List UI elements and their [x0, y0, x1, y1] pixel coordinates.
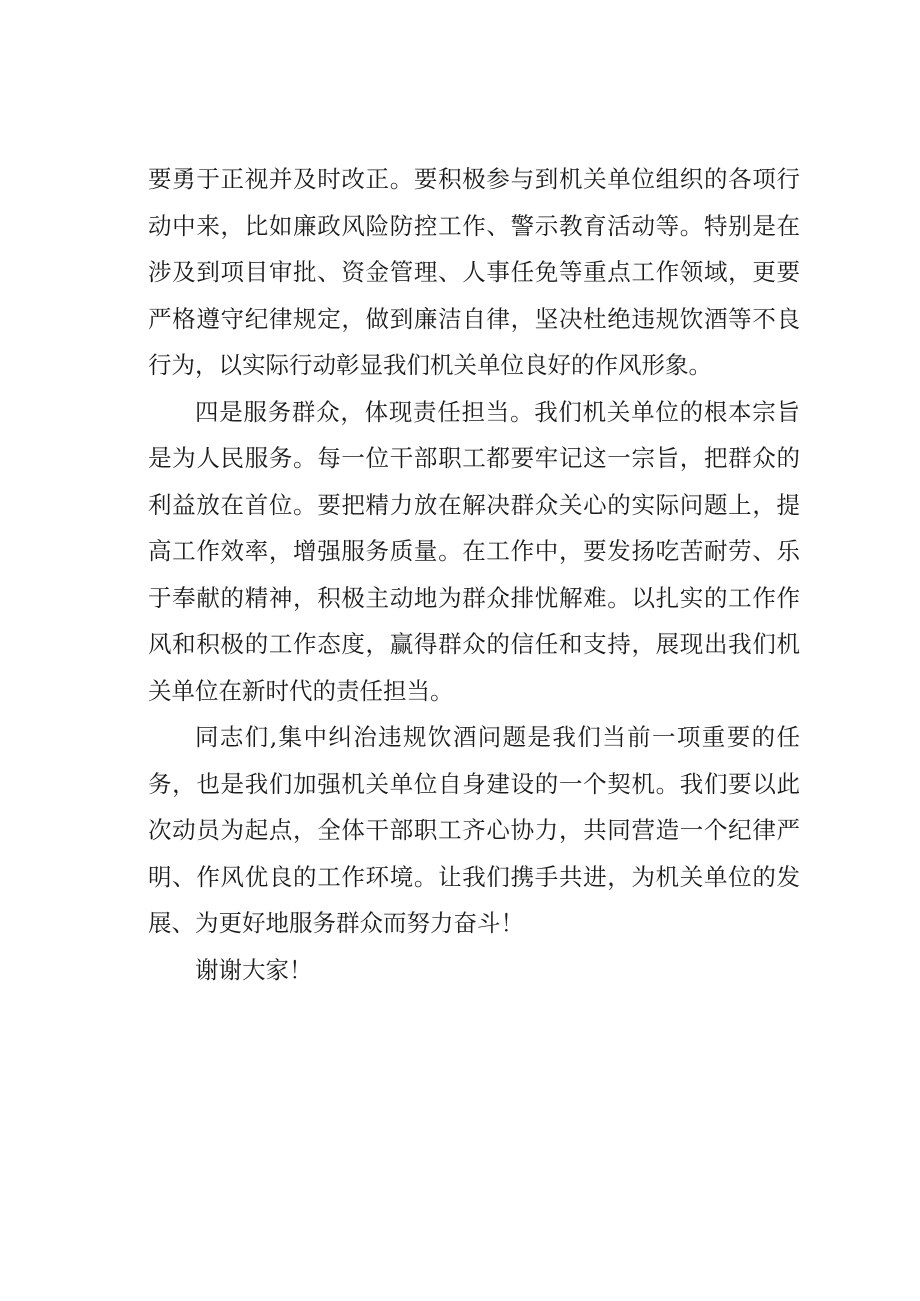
document-body [148, 156, 800, 993]
paragraph-serve-the-people: 四是服务群众，体现责任担当。我们机关单位的根本宗旨是为人民服务。每一位干部职工都要牢记这一宗旨，把群众的利益放在首位。要把精力放在解决群众关心的实际问题上，提高工作效率，增强服务质量。在工作中，要发扬吃苦耐劳、乐于奉献的精神，积极主动地为群众排忧解难。以扎实的工作作风和积极的工作态度，赢得群众的信任和支持，展现出我们机关单位在新时代的责任担当。 [148, 397, 800, 705]
paragraph-thanks: 谢谢大家！ [195, 955, 313, 984]
paragraph-closing-call: 同志们,集中纠治违规饮酒问题是我们当前一项重要的任务，也是我们加强机关单位自身建设的一个契机。我们要以此次动员为起点，全体干部职工齐心协力，共同营造一个纪律严明、作风优良的工作环境。让我们携手共进，为机关单位的发展、为更好地服务群众而努力奋斗！ [148, 723, 800, 937]
paragraph-continuation: 要勇于正视并及时改正。要积极参与到机关单位组织的各项行动中来，比如廉政风险防控工作、警示教育活动等。特别是在涉及到项目审批、资金管理、人事任免等重点工作领域，更要严格遵守纪律规定，做到廉洁自律，坚决杜绝违规饮酒等不良行为，以实际行动彰显我们机关单位良好的作风形象。 [148, 165, 800, 379]
